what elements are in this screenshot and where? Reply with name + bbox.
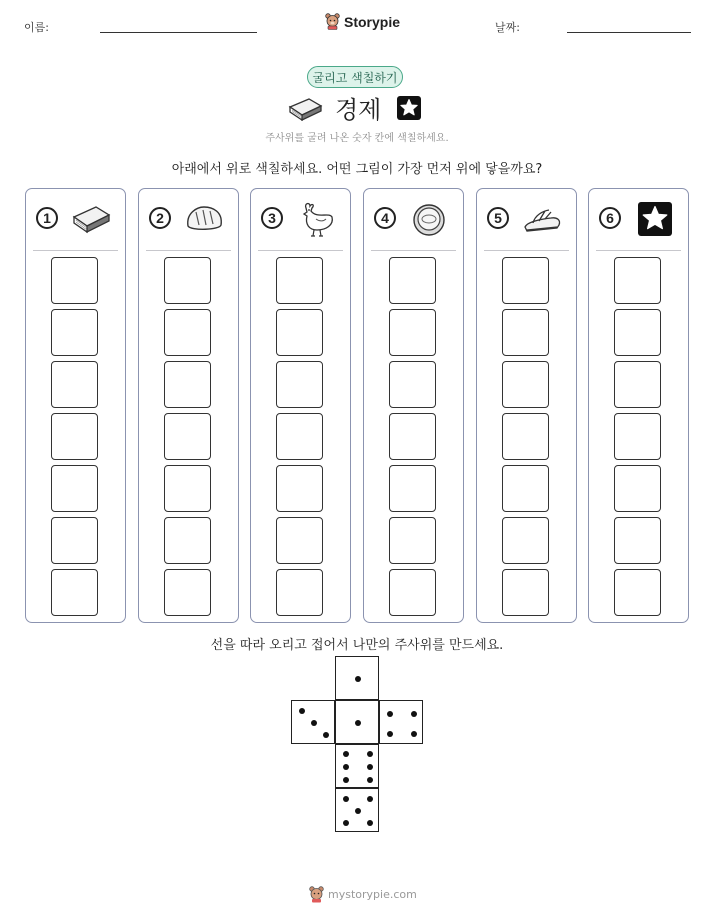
color-cell[interactable] [164, 361, 211, 408]
color-cell[interactable] [164, 569, 211, 616]
dice-face [335, 656, 379, 700]
coin-icon [408, 199, 450, 239]
activity-badge: 굴리고 색칠하기 [307, 66, 403, 88]
color-cell[interactable] [389, 569, 436, 616]
instruction: 아래에서 위로 색칠하세요. 어떤 그림이 가장 먼저 위에 닿을까요? [171, 162, 543, 177]
color-cell[interactable] [614, 413, 661, 460]
color-cell[interactable] [614, 361, 661, 408]
dice-pip [411, 731, 417, 737]
column-number: 6 [599, 207, 621, 229]
color-cell[interactable] [51, 569, 98, 616]
dice-pip [343, 820, 349, 826]
book-icon [70, 199, 112, 239]
column-header [251, 189, 350, 251]
name-label: 이름: [24, 21, 49, 34]
chicken-icon [295, 199, 337, 239]
dice-pip [367, 820, 373, 826]
dice-face [335, 788, 379, 832]
color-cell[interactable] [276, 361, 323, 408]
bread-icon [183, 199, 225, 239]
footer [309, 886, 417, 903]
color-cell[interactable] [276, 569, 323, 616]
subtitle: 주사위를 굴려 나온 숫자 칸에 색칠하세요. [265, 133, 449, 144]
dice-pip [311, 720, 317, 726]
color-cell[interactable] [51, 309, 98, 356]
color-cell[interactable] [389, 517, 436, 564]
dice-pip [355, 808, 361, 814]
dice-pip [343, 751, 349, 757]
color-cell[interactable] [502, 361, 549, 408]
color-cell[interactable] [502, 517, 549, 564]
dice-pip [387, 711, 393, 717]
color-cell[interactable] [164, 309, 211, 356]
color-cell[interactable] [502, 413, 549, 460]
color-cell[interactable] [276, 309, 323, 356]
bear-mascot-icon [325, 13, 340, 30]
color-cell[interactable] [389, 465, 436, 512]
column-number: 1 [36, 207, 58, 229]
color-cell[interactable] [614, 257, 661, 304]
dice-pip [343, 764, 349, 770]
color-cell[interactable] [389, 361, 436, 408]
column-header [589, 189, 688, 251]
dice-pip [367, 777, 373, 783]
color-cell[interactable] [276, 257, 323, 304]
column-divider [33, 250, 118, 251]
column-3 [250, 188, 351, 623]
dice-instruction: 선을 따라 오리고 접어서 나만의 주사위를 만드세요. [210, 638, 504, 653]
dice-pip [323, 732, 329, 738]
column-divider [484, 250, 569, 251]
color-cell[interactable] [164, 257, 211, 304]
column-number: 2 [149, 207, 171, 229]
column-header [364, 189, 463, 251]
column-header [26, 189, 125, 251]
column-header [139, 189, 238, 251]
color-cell[interactable] [276, 517, 323, 564]
dice-pip [411, 711, 417, 717]
color-cell[interactable] [164, 413, 211, 460]
dice-pip [367, 796, 373, 802]
star-icon [396, 95, 422, 121]
color-cell[interactable] [614, 569, 661, 616]
column-1 [25, 188, 126, 623]
column-5 [476, 188, 577, 623]
color-cell[interactable] [502, 309, 549, 356]
column-number: 3 [261, 207, 283, 229]
dice-pip [355, 720, 361, 726]
dice-pip [367, 751, 373, 757]
column-number: 4 [374, 207, 396, 229]
page-title: 경제 [335, 96, 382, 124]
column-divider [371, 250, 456, 251]
color-cell[interactable] [51, 465, 98, 512]
column-divider [146, 250, 231, 251]
color-cell[interactable] [276, 465, 323, 512]
color-cell[interactable] [276, 413, 323, 460]
color-cell[interactable] [389, 413, 436, 460]
color-cell[interactable] [164, 517, 211, 564]
dice-pip [299, 708, 305, 714]
column-6 [588, 188, 689, 623]
dice-face [379, 700, 423, 744]
bear-mascot-icon [309, 886, 324, 903]
date-label: 날짜: [495, 21, 520, 34]
column-header [477, 189, 576, 251]
color-cell[interactable] [51, 413, 98, 460]
column-divider [258, 250, 343, 251]
dice-face [335, 700, 379, 744]
color-cell[interactable] [502, 569, 549, 616]
name-line[interactable] [100, 32, 257, 33]
color-cell[interactable] [51, 257, 98, 304]
brand-logo [325, 13, 400, 30]
color-cell[interactable] [502, 257, 549, 304]
sandal-icon [521, 199, 563, 239]
dice-pip [355, 676, 361, 682]
color-cell[interactable] [51, 361, 98, 408]
dice-face [335, 744, 379, 788]
column-number: 5 [487, 207, 509, 229]
color-cell[interactable] [389, 309, 436, 356]
dice-pip [343, 796, 349, 802]
footer-url[interactable]: mystorypie.com [328, 888, 417, 901]
column-4 [363, 188, 464, 623]
dice-pip [387, 731, 393, 737]
color-cell[interactable] [502, 465, 549, 512]
star-icon [633, 199, 675, 239]
color-cell[interactable] [389, 257, 436, 304]
date-line[interactable] [567, 32, 691, 33]
book-icon [287, 95, 323, 121]
color-cell[interactable] [51, 517, 98, 564]
color-cell[interactable] [614, 465, 661, 512]
column-divider [596, 250, 681, 251]
dice-face [291, 700, 335, 744]
color-cell[interactable] [614, 309, 661, 356]
color-cell[interactable] [164, 465, 211, 512]
dice-pip [367, 764, 373, 770]
color-cell[interactable] [614, 517, 661, 564]
column-2 [138, 188, 239, 623]
brand-name: Storypie [344, 13, 401, 30]
dice-pip [343, 777, 349, 783]
